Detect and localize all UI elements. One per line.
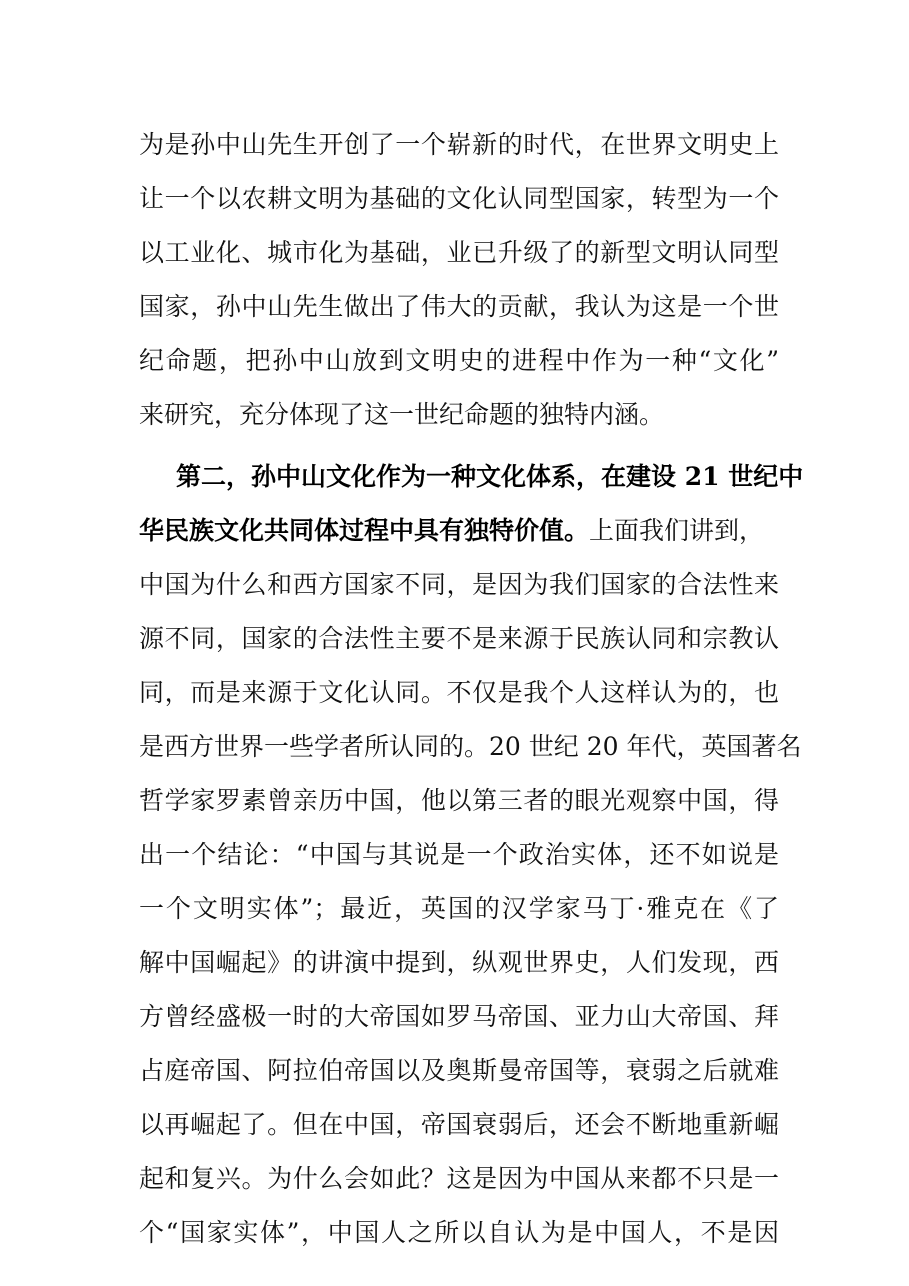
paragraph-2-line-7: 哲学家罗素曾亲历中国，他以第三者的眼光观察中国，得 [139, 786, 779, 815]
paragraph-2-line-14: 起和复兴。为什么会如此？这是因为中国从来都不只是一 [139, 1164, 779, 1193]
paragraph-1-line-1: 为是孙中山先生开创了一个崭新的时代，在世界文明史上 [139, 130, 779, 159]
paragraph-2-heading-line-2: 华民族文化共同体过程中具有独特价值。 [139, 516, 590, 545]
paragraph-2-line-12: 占庭帝国、阿拉伯帝国以及奥斯曼帝国等，衰弱之后就难 [139, 1056, 779, 1085]
paragraph-1-line-5: 纪命题，把孙中山放到文明史的进程中作为一种“文化” [139, 346, 779, 375]
paragraph-1-line-2: 让一个以农耕文明为基础的文化认同型国家，转型为一个 [139, 184, 779, 213]
paragraph-2-line-6: 是西方世界一些学者所认同的。20 世纪 20 年代，英国著名 [139, 732, 802, 761]
paragraph-2-line-13: 以再崛起了。但在中国，帝国衰弱后，还会不断地重新崛 [139, 1110, 779, 1139]
paragraph-1-line-4: 国家，孙中山先生做出了伟大的贡献，我认为这是一个世 [139, 292, 779, 321]
paragraph-1-line-6: 来研究，充分体现了这一世纪命题的独特内涵。 [139, 400, 665, 429]
paragraph-2-heading-line-1: 第二，孙中山文化作为一种文化体系，在建设 21 世纪中 [176, 462, 804, 491]
paragraph-2-line-9: 一个文明实体”；最近，英国的汉学家马丁·雅克在《了 [139, 894, 779, 923]
paragraph-2-line-4: 源不同，国家的合法性主要不是来源于民族认同和宗教认 [139, 624, 779, 653]
paragraph-2-line-10: 解中国崛起》的讲演中提到，纵观世界史，人们发现，西 [139, 948, 779, 977]
paragraph-2-line-3: 中国为什么和西方国家不同，是因为我们国家的合法性来 [139, 570, 779, 599]
paragraph-2-line-8: 出一个结论：“中国与其说是一个政治实体，还不如说是 [139, 840, 779, 869]
paragraph-2-line-11: 方曾经盛极一时的大帝国如罗马帝国、亚力山大帝国、拜 [139, 1002, 779, 1031]
paragraph-2-line-5: 同，而是来源于文化认同。不仅是我个人这样认为的，也 [139, 678, 779, 707]
paragraph-2-line-2-text: 上面我们讲到， [589, 516, 765, 545]
paragraph-2-line-2 [139, 513, 779, 549]
paragraph-1-line-3: 以工业化、城市化为基础，业已升级了的新型文明认同型 [139, 238, 779, 267]
paragraph-2-line-15: 个“国家实体”，中国人之所以自认为是中国人，不是因 [139, 1218, 779, 1247]
